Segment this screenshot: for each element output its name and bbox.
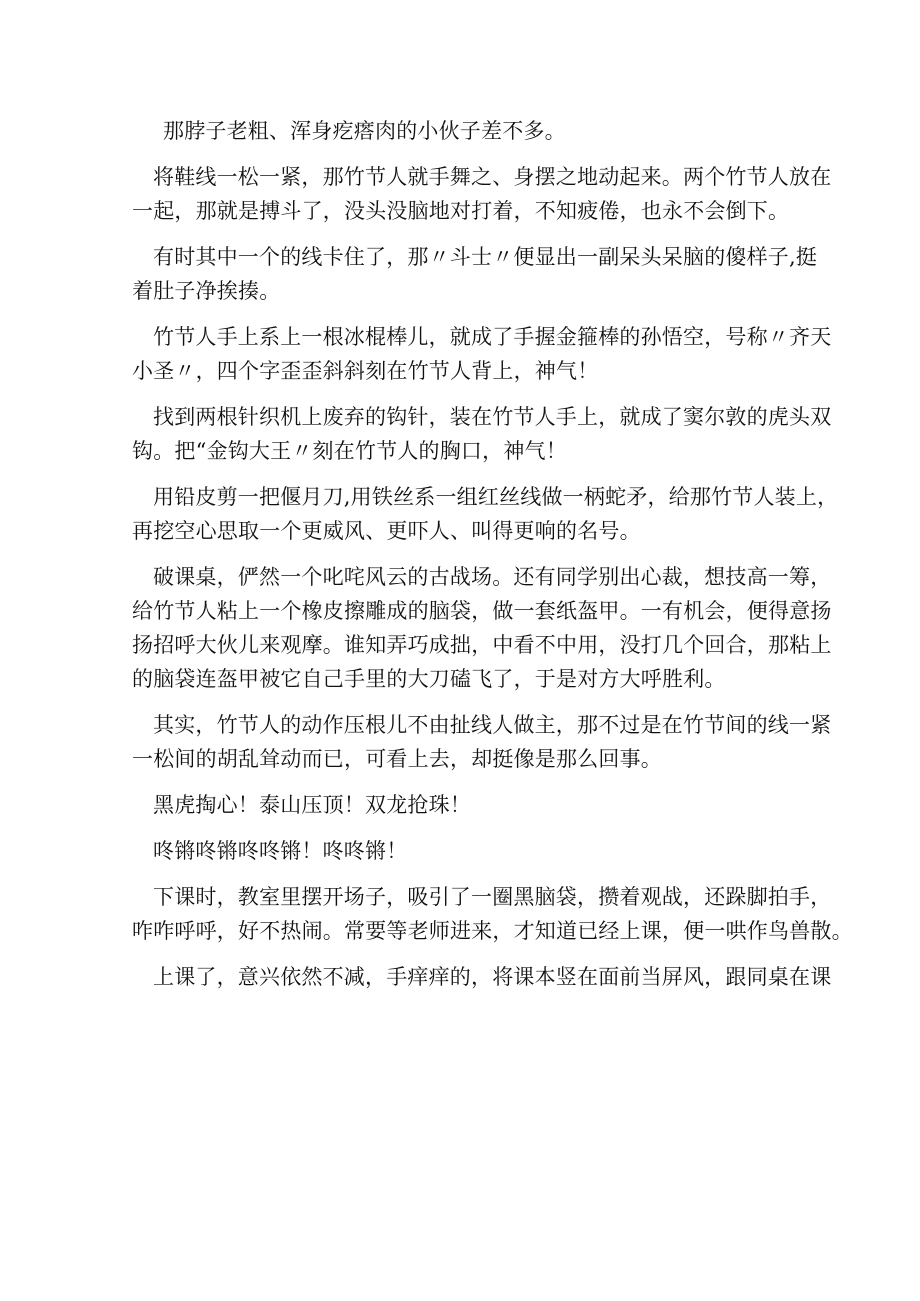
paragraph-3 [132, 240, 818, 308]
paragraph-5 [132, 400, 832, 468]
paragraph-line: 将鞋线一松一紧，那竹节人就手舞之、身摆之地动起来。两个竹节人放在 [153, 165, 832, 189]
paragraph-line: 那脖子老粗、浑身疙瘩肉的小伙子差不多。 [163, 119, 566, 143]
paragraph-line: 竹节人手上系上一根冰棍棒儿，就成了手握金箍棒的孙悟空，号称〃齐天 [153, 325, 832, 349]
paragraph-line: 一起，那就是搏斗了，没头没脑地对打着，不知疲倦，也永不会倒下。 [132, 199, 790, 223]
paragraph-12 [132, 960, 832, 994]
paragraph-line: 的脑袋连盔甲被它自己手里的大刀磕飞了，于是对方大呼胜利。 [132, 667, 726, 691]
paragraph-line: 破课桌，俨然一个叱咤风云的古战场。还有同学别出心裁，想技高一筹， [153, 565, 832, 589]
paragraph-2 [132, 160, 832, 228]
paragraph-1 [132, 114, 795, 148]
paragraph-line: 一松间的胡乱耸动而已，可看上去，却挺像是那么回事。 [132, 747, 662, 771]
paragraph-line: 咋咋呼呼，好不热闹。常要等老师进来，才知道已经上课，便一哄作鸟兽散。 [132, 919, 853, 943]
paragraph-9 [132, 788, 795, 822]
paragraph-11 [132, 880, 853, 948]
paragraph-line: 下课时，教室里摆开场子，吸引了一圈黑脑袋，攒着观战，还跺脚拍手， [153, 885, 832, 909]
paragraph-line: 其实，竹节人的动作压根儿不由扯线人做主，那不过是在竹节间的线一紧 [153, 713, 832, 737]
paragraph-8 [132, 708, 832, 776]
article-body [132, 114, 853, 1006]
paragraph-line: 咚锵咚锵咚咚锵！咚咚锵！ [153, 839, 408, 863]
paragraph-6 [132, 480, 839, 548]
paragraph-line: 用铅皮剪一把偃月刀,用铁丝系一组红丝线做一柄蛇矛，给那竹节人装上， [153, 485, 839, 509]
paragraph-10 [132, 834, 795, 868]
paragraph-line: 扬招呼大伙儿来观摩。谁知弄巧成拙，中看不中用，没打几个回合，那粘上 [132, 633, 832, 657]
paragraph-7 [132, 560, 832, 696]
paragraph-line: 钩。把“金钩大王〃刻在竹节人的胸口，神气！ [132, 439, 567, 463]
paragraph-line: 给竹节人粘上一个橡皮擦雕成的脑袋，做一套纸盔甲。一有机会，便得意扬 [132, 599, 832, 623]
paragraph-line: 黑虎掏心！泰山压顶！双龙抢珠！ [153, 793, 471, 817]
paragraph-line: 上课了，意兴依然不减，手痒痒的，将课本竖在面前当屏风，跟同桌在课 [153, 965, 832, 989]
paragraph-line: 着肚子净挨揍。 [132, 279, 281, 303]
paragraph-line: 小圣〃，四个字歪歪斜斜刻在竹节人背上，神气！ [132, 359, 599, 383]
paragraph-line: 找到两根针织机上废弃的钩针，装在竹节人手上，就成了窦尔敦的虎头双 [153, 405, 832, 429]
paragraph-line: 再挖空心思取一个更威风、更吓人、叫得更响的名号。 [132, 519, 641, 543]
paragraph-line: 有时其中一个的线卡住了，那〃斗士〃便显出一副呆头呆脑的傻样子,挺 [153, 245, 818, 269]
paragraph-4 [132, 320, 832, 388]
